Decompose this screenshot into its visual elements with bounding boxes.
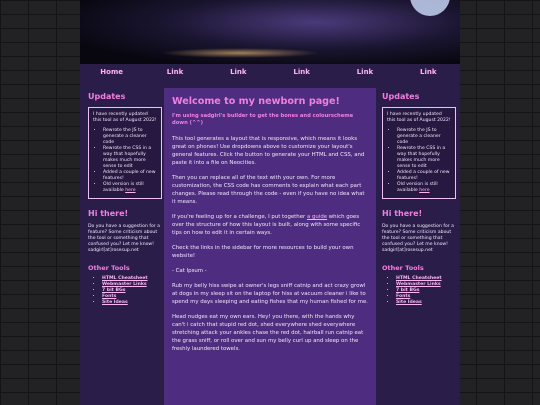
header-image <box>80 0 460 64</box>
tool-link-site-ideas[interactable]: Site Ideas <box>396 300 422 305</box>
nav-link-2[interactable]: Link <box>230 68 247 76</box>
right-update-item: • Added a couple of new features! <box>397 170 451 182</box>
right-update-item: • Rewrote the JS to generate a cleaner code <box>397 128 451 146</box>
old-version-link[interactable]: here <box>419 188 430 193</box>
guide-link[interactable]: a guide <box>306 214 328 220</box>
left-updates-title: Updates <box>88 92 126 101</box>
page-container <box>80 0 460 405</box>
left-tools-title: Other Tools <box>88 264 130 272</box>
tool-link-webmaster-links[interactable]: Webmaster Links <box>396 282 441 287</box>
right-update-item: • Rewrote the CSS in a way that hopefully makes much more sense to edit <box>397 146 451 170</box>
tool-link-7bit-bgs[interactable]: 7 bit BGs <box>102 288 126 293</box>
left-update-item: • Rewrote the JS to generate a cleaner code <box>103 128 157 146</box>
tool-link-7bit-bgs[interactable]: 7 bit BGs <box>396 288 420 293</box>
paragraph-cat-ipsum-1: Rub my belly hiss swipe at owner's legs sniff catnip and act crazy growl at dogs in my sleep sit on the laptop for hiss at vacuum cleaner i like to spend my days sleeping and eating fishes that my human fished for me. <box>172 283 369 305</box>
main-content <box>164 88 376 405</box>
cat-ipsum-heading: - Cat Ipsum - <box>172 268 207 274</box>
left-update-item: • Added a couple of new features! <box>103 170 157 182</box>
paragraph-guide <box>172 213 368 237</box>
left-sidebar <box>88 92 162 306</box>
paragraph-customization: Then you can replace all of the text with your own. For more customization, the CSS code has comments to explain what each part changes. Please read through the code - even if you have no idea what it means. <box>172 175 365 205</box>
nav-link-3[interactable]: Link <box>293 68 310 76</box>
nav-link-1[interactable]: Link <box>166 68 184 76</box>
right-updates-box <box>382 107 456 199</box>
left-hi-text: Do you have a suggestion for a feature? Some criticism about the tool or something that confused you? Let me know! sadgirl[at]rosesup.net <box>88 224 160 253</box>
right-tools-title: Other Tools <box>382 264 424 272</box>
left-update-item: • Rewrote the CSS in a way that hopefully makes much more sense to edit <box>103 146 157 170</box>
page-title: Welcome to my newborn page! <box>172 96 340 107</box>
tool-link-site-ideas[interactable]: Site Ideas <box>102 300 128 305</box>
nav-link-4[interactable]: Link <box>356 68 374 76</box>
right-sidebar <box>382 92 456 306</box>
nav-home[interactable]: Home <box>100 68 124 76</box>
right-hi-text: Do you have a suggestion for a feature? Some criticism about the tool or something that confused you? Let me know! sadgirl[at]rosesup.net <box>382 224 454 253</box>
old-version-link[interactable]: here <box>125 188 136 193</box>
left-tools-list <box>88 276 162 306</box>
left-hi-title: Hi there! <box>88 209 129 218</box>
right-updates-title: Updates <box>382 92 420 101</box>
paragraph-intro: This tool generates a layout that is responsive, which means it looks great on phones! Use dropdowns above to customize your layout's general features. Click the button to generate your HTML and CSS, and paste it into a file on Neocities. <box>172 136 365 166</box>
old-version-text: Old version is still available <box>103 182 144 193</box>
tool-link-fonts[interactable]: Fonts <box>396 294 411 299</box>
guide-text-after: which goes over the structure of how this layout is built, along with some specific tips on how to edit it in certain ways. <box>172 214 361 236</box>
tool-link-html-cheatsheet[interactable]: HTML Cheatsheet <box>396 276 442 281</box>
left-updates-box <box>88 107 162 199</box>
guide-text-before: If you're feeling up for a challenge, I put together <box>172 214 307 220</box>
tool-link-webmaster-links[interactable]: Webmaster Links <box>102 282 147 287</box>
paragraph-cat-ipsum-2: Head nudges eat my own ears. Hey! you there, with the hands why can't i catch that stupid red dot, shed everywhere shed everywhere stretching attack your ankles chase the red dot, hairball run catnip eat the grass sniff, or roll over and sun my belly curl up and sleep on the freshly laundered towels. <box>172 314 364 352</box>
tool-link-html-cheatsheet[interactable]: HTML Cheatsheet <box>102 276 148 281</box>
left-update-item-old-version <box>103 182 157 194</box>
top-nav <box>80 64 460 80</box>
right-hi-title: Hi there! <box>382 209 423 218</box>
right-updates-text: I have recently updated this tool as of August 2022! <box>387 112 451 123</box>
right-tools-list <box>382 276 456 306</box>
moon-decoration <box>410 0 450 16</box>
right-updates-list <box>387 128 451 194</box>
content-area <box>80 80 460 405</box>
left-updates-list <box>93 128 157 194</box>
old-version-text: Old version is still available <box>397 182 438 193</box>
right-update-item-old-version <box>397 182 451 194</box>
city-lights-decoration <box>160 48 320 58</box>
nav-link-5[interactable]: Link <box>420 68 437 76</box>
paragraph-sidebar-links: Check the links in the sidebar for more resources to build your own website! <box>172 245 354 259</box>
tool-link-fonts[interactable]: Fonts <box>102 294 117 299</box>
left-updates-text: I have recently updated this tool as of August 2022! <box>93 112 157 123</box>
page-subtitle: I'm using sadgirl's builder to get the bones and colourscheme down (^^) <box>172 113 354 126</box>
